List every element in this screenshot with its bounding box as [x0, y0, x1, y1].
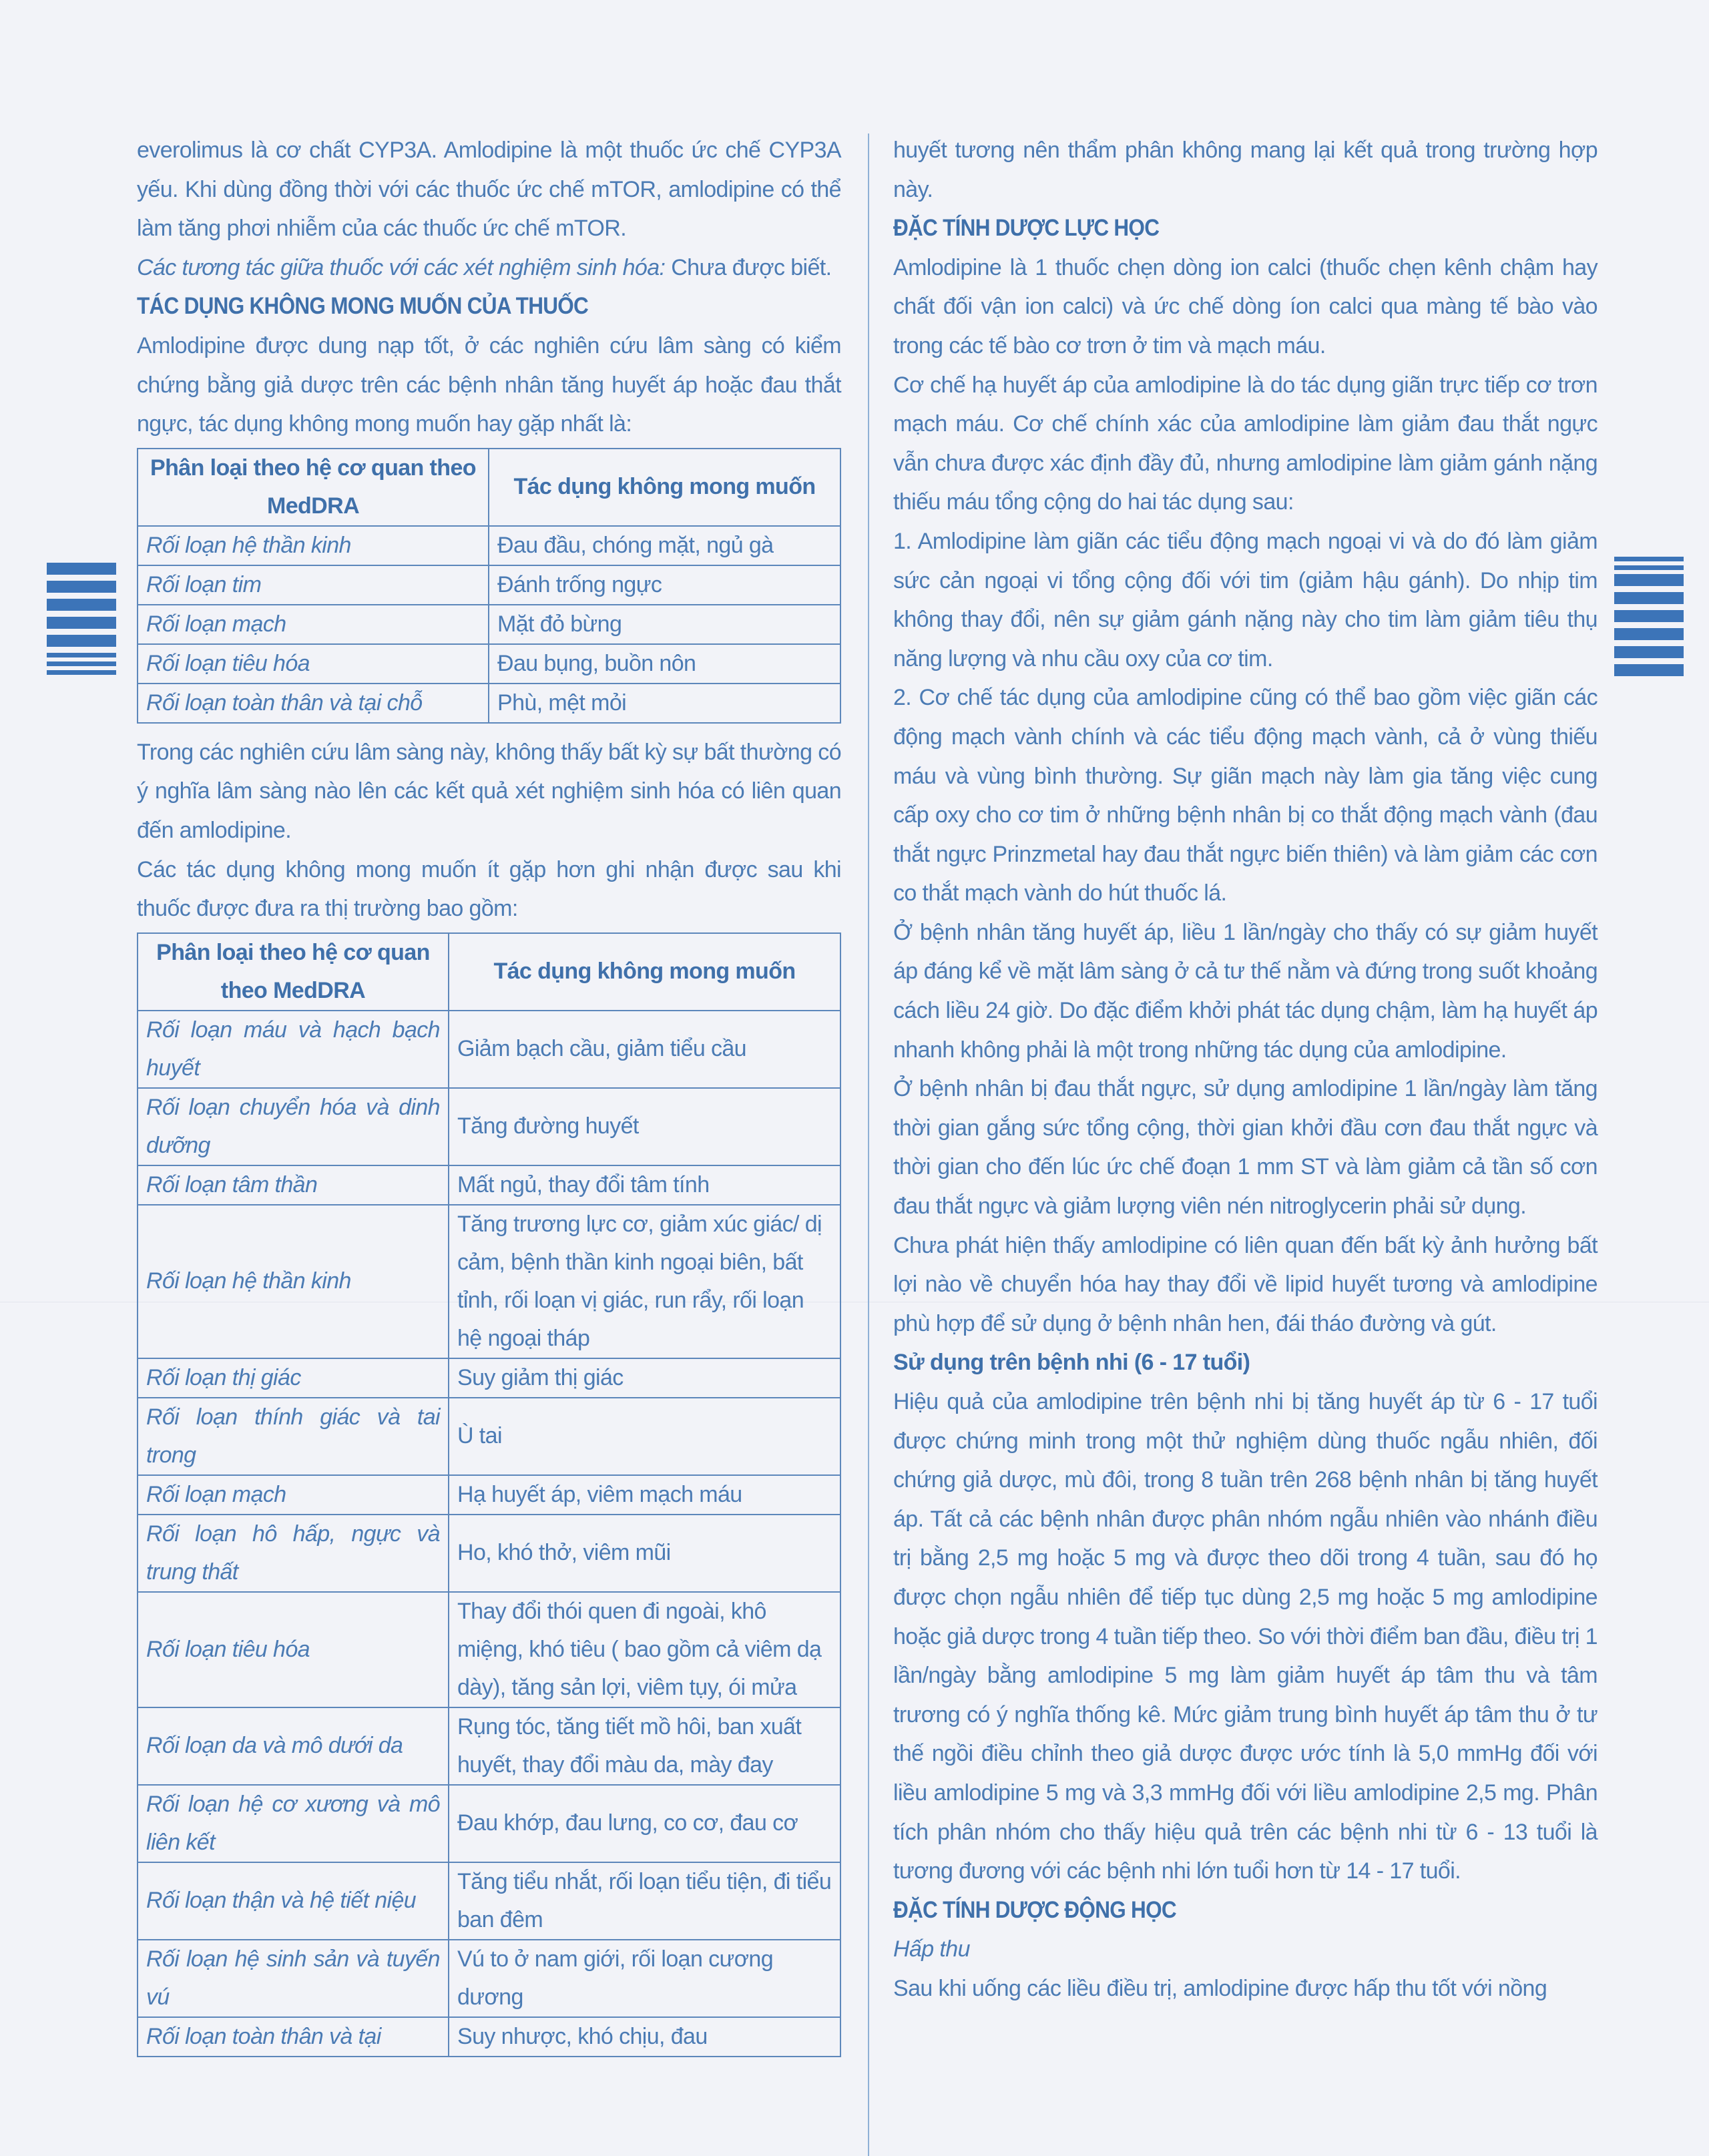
organ-class-cell: Rối loạn thính giác và tai trong: [138, 1398, 449, 1475]
paragraph: Các tác dụng không mong muốn ít gặp hơn ghi nhận được sau khi thuốc được đưa ra thị trường bao gồm:: [137, 856, 841, 922]
table-row: [138, 565, 840, 605]
effect-cell: Phù, mệt mỏi: [489, 684, 840, 723]
paragraph: Sau khi uống các liều điều trị, amlodipine được hấp thu tốt với nồng: [893, 1975, 1547, 2001]
paragraph: Hiệu quả của amlodipine trên bệnh nhi bị tăng huyết áp từ 6 - 17 tuổi được chứng minh trong một thử nghiệm dùng thuốc ngẫu nhiên, đối chứng giả dược, mù đôi, trong 8 tuần trên 268 bệnh nhân bị tăng huyết áp. Tất cả các bệnh nhân được phân nhóm ngẫu nhiên vào nhánh điều trị bằng 2,5 mg hoặc 5 mg và được theo dõi trong 4 tuần, sau đó họ được chọn ngẫu nhiên để tiếp tục dùng 2,5 mg hoặc 5 mg amlodipine hoặc giả dược trong 4 tuần tiếp theo. So với thời điểm ban đầu, điều trị 1 lần/ngày bằng amlodipine 5 mg làm giảm huyết áp tâm thu và tâm trương có ý nghĩa thống kê. Mức giảm trung bình huyết áp tâm thu ở tư thế ngồi điều chỉnh theo giả dược được ước tính là 5,0 mmHg đối với liều amlodipine 5 mg và 3,3 mmHg đối với liều amlodipine 2,5 mg. Phân tích phân nhóm cho thấy hiệu quả trên các bệnh nhi từ 6 - 13 tuổi là tương đương với các bệnh nhi lớn tuổi hơn từ 14 - 17 tuổi.: [893, 1389, 1598, 1884]
effect-cell: Tăng tiểu nhắt, rối loạn tiểu tiện, đi tiểu ban đêm: [449, 1862, 840, 1940]
header-cell: Tác dụng không mong muốn: [449, 933, 840, 1011]
table-row: [138, 1398, 840, 1475]
effect-cell: Suy nhược, khó chịu, đau: [449, 2017, 840, 2057]
paragraph: 1. Amlodipine làm giãn các tiểu động mạch ngoại vi và do đó làm giảm sức cản ngoại vi tổng cộng đối với tim (giảm hậu gánh). Do nhịp tim không thay đổi, nên sự giảm gánh nặng này cho tim làm giảm tiêu thụ năng lượng và nhu cầu oxy của cơ tim.: [893, 528, 1598, 671]
table-row: [138, 684, 840, 723]
paragraph: 2. Cơ chế tác dụng của amlodipine cũng có thể bao gồm việc giãn các động mạch vành chính và các tiểu động mạch vành, cả ở vùng thiếu máu và vùng bình thường. Sự giãn mạch này làm gia tăng việc cung cấp oxy cho cơ tim ở những bệnh nhân bị co thắt động mạch vành (đau thắt ngực Prinzmetal hay đau thắt ngực biến thiên) và làm giảm các cơn co thắt mạch vành do hút thuốc lá.: [893, 685, 1598, 906]
italic-lead: Các tương tác giữa thuốc với các xét nghiệm sinh hóa:: [137, 254, 666, 280]
right-margin-stripes: [1614, 557, 1684, 682]
paragraph: Trong các nghiên cứu lâm sàng này, không thấy bất kỳ sự bất thường có ý nghĩa lâm sàng nào lên các kết quả xét nghiệm sinh hóa có liên quan đến amlodipine.: [137, 739, 841, 843]
effect-cell: Đau đầu, chóng mặt, ngủ gà: [489, 526, 840, 565]
header-cell: Phân loại theo hệ cơ quan theo MedDRA: [138, 933, 449, 1011]
paragraph: Amlodipine được dung nạp tốt, ở các nghiên cứu lâm sàng có kiểm chứng bằng giả dược trên các bệnh nhân tăng huyết áp hoặc đau thắt ngực, tác dụng không mong muốn hay gặp nhất là:: [137, 332, 841, 437]
paragraph: Ở bệnh nhân bị đau thắt ngực, sử dụng amlodipine 1 lần/ngày làm tăng thời gian gắng sức tổng cộng, thời gian khởi đầu cơn đau thắt ngực và thời gian cho đến lúc ức chế đoạn 1 mm ST và làm giảm cả tần số cơn đau thắt ngực và giảm lượng viên nén nitroglycerin phải sử dụng.: [893, 1076, 1598, 1220]
organ-class-cell: Rối loạn toàn thân và tại chỗ: [138, 684, 489, 723]
table-row: [138, 526, 840, 565]
effect-cell: Ù tai: [449, 1398, 840, 1475]
organ-class-cell: Rối loạn tiêu hóa: [138, 644, 489, 684]
organ-class-cell: Rối loạn mạch: [138, 1475, 449, 1515]
paragraph: Chưa phát hiện thấy amlodipine có liên quan đến bất kỳ ảnh hưởng bất lợi nào về chuyển hóa hay thay đổi về lipid huyết tương và amlodipine phù hợp để sử dụng ở bệnh nhân hen, đái tháo đường và gút.: [893, 1232, 1598, 1336]
organ-class-cell: Rối loạn máu và hạch bạch huyết: [138, 1011, 449, 1088]
table-row: [138, 1940, 840, 2017]
effect-cell: Tăng trương lực cơ, giảm xúc giác/ dị cảm, bệnh thần kinh ngoại biên, bất tỉnh, rối loạn vị giác, run rẩy, rối loạn hệ ngoại tháp: [449, 1205, 840, 1358]
table-row: [138, 1475, 840, 1515]
organ-class-cell: Rối loạn hệ thần kinh: [138, 1205, 449, 1358]
effect-cell: Giảm bạch cầu, giảm tiểu cầu: [449, 1011, 840, 1088]
table-header-row: [138, 933, 840, 1011]
organ-class-cell: Rối loạn thị giác: [138, 1358, 449, 1398]
table-row: [138, 1165, 840, 1205]
paragraph: huyết tương nên thẩm phân không mang lại kết quả trong trường hợp này.: [893, 138, 1598, 202]
organ-class-cell: Rối loạn hệ thần kinh: [138, 526, 489, 565]
table-row: [138, 1707, 840, 1785]
paragraph: everolimus là cơ chất CYP3A. Amlodipine là một thuốc ức chế CYP3A yếu. Khi dùng đồng thời với các thuốc ức chế mTOR, amlodipine có thể làm tăng phơi nhiễm của các thuốc ức chế mTOR.: [137, 138, 841, 242]
italic-subheading: [893, 1930, 1598, 1969]
effect-cell: Hạ huyết áp, viêm mạch máu: [449, 1475, 840, 1515]
organ-class-cell: Rối loạn mạch: [138, 605, 489, 644]
section-heading: TÁC DỤNG KHÔNG MONG MUỐN CỦA THUỐC: [137, 293, 589, 320]
header-cell: Tác dụng không mong muốn: [489, 449, 840, 526]
organ-class-cell: Rối loạn tâm thần: [138, 1165, 449, 1205]
paragraph-text: Chưa được biết.: [665, 254, 832, 280]
section-heading: ĐẶC TÍNH DƯỢC LỰC HỌC: [893, 215, 1160, 242]
effect-cell: Thay đổi thói quen đi ngoài, khô miệng, khó tiêu ( bao gồm cả viêm dạ dày), tăng sản lợi, viêm tụy, ói mửa: [449, 1592, 840, 1707]
table-row: [138, 1205, 840, 1358]
organ-class-cell: Rối loạn hệ sinh sản và tuyến vú: [138, 1940, 449, 2017]
effect-cell: Đau bụng, buồn nôn: [489, 644, 840, 684]
subheading: Sử dụng trên bệnh nhi (6 - 17 tuổi): [893, 1350, 1250, 1376]
organ-class-cell: Rối loạn da và mô dưới da: [138, 1707, 449, 1785]
effect-cell: Tăng đường huyết: [449, 1088, 840, 1165]
paragraph: Cơ chế hạ huyết áp của amlodipine là do tác dụng giãn trực tiếp cơ trơn mạch máu. Cơ chế chính xác của amlodipine làm giảm đau thắt ngực vẫn chưa được xác định đầy đủ, nhưng amlodipine làm giảm gánh nặng thiếu máu tổng cộng do hai tác dụng sau:: [893, 372, 1598, 515]
table-row: [138, 1358, 840, 1398]
effect-cell: Suy giảm thị giác: [449, 1358, 840, 1398]
table-row: [138, 1785, 840, 1862]
left-margin-stripes: [47, 563, 116, 679]
table-row: [138, 1088, 840, 1165]
header-cell: Phân loại theo hệ cơ quan theo MedDRA: [138, 449, 489, 526]
organ-class-cell: Rối loạn tim: [138, 565, 489, 605]
left-column: [137, 131, 841, 2067]
organ-class-cell: Rối loạn thận và hệ tiết niệu: [138, 1862, 449, 1940]
effect-cell: Rụng tóc, tăng tiết mồ hôi, ban xuất huyết, thay đổi màu da, mày đay: [449, 1707, 840, 1785]
paragraph: [137, 248, 841, 288]
section-heading: ĐẶC TÍNH DƯỢC ĐỘNG HỌC: [893, 1896, 1176, 1923]
effect-cell: Vú to ở nam giới, rối loạn cương dương: [449, 1940, 840, 2017]
organ-class-cell: Rối loạn chuyển hóa và dinh dưỡng: [138, 1088, 449, 1165]
effect-cell: Đánh trống ngực: [489, 565, 840, 605]
organ-class-cell: Rối loạn hô hấp, ngực và trung thất: [138, 1515, 449, 1592]
organ-class-cell: Rối loạn toàn thân và tại: [138, 2017, 449, 2057]
column-divider: [868, 133, 869, 2156]
table-row: [138, 1592, 840, 1707]
table-row: [138, 1011, 840, 1088]
table-row: [138, 2017, 840, 2057]
effect-cell: Ho, khó thở, viêm mũi: [449, 1515, 840, 1592]
table-row: [138, 644, 840, 684]
table-row: [138, 605, 840, 644]
organ-class-cell: Rối loạn hệ cơ xương và mô liên kết: [138, 1785, 449, 1862]
adverse-effects-table-postmarketing: [137, 932, 841, 2057]
organ-class-cell: Rối loạn tiêu hóa: [138, 1592, 449, 1707]
adverse-effects-table-common: [137, 448, 841, 724]
effect-cell: Đau khớp, đau lưng, co cơ, đau cơ: [449, 1785, 840, 1862]
effect-cell: Mặt đỏ bừng: [489, 605, 840, 644]
table-row: [138, 1515, 840, 1592]
paragraph: Amlodipine là 1 thuốc chẹn dòng ion calci (thuốc chẹn kênh chậm hay chất đối vận ion calci) và ức chế dòng íon calci qua màng tế bào vào trong các tế bào cơ trơn ở tim và mạch máu.: [893, 254, 1598, 358]
table-header-row: [138, 449, 840, 526]
paragraph: Ở bệnh nhân tăng huyết áp, liều 1 lần/ngày cho thấy có sự giảm huyết áp đáng kể về mặt lâm sàng ở cả tư thế nằm và đứng trong suốt khoảng cách liều 24 giờ. Do đặc điểm khởi phát tác dụng chậm, làm hạ huyết áp nhanh không phải là một trong những tác dụng của amlodipine.: [893, 919, 1598, 1063]
table-row: [138, 1862, 840, 1940]
right-column: [893, 131, 1598, 2008]
effect-cell: Mất ngủ, thay đổi tâm tính: [449, 1165, 840, 1205]
italic-text: Hấp thu: [893, 1936, 970, 1962]
